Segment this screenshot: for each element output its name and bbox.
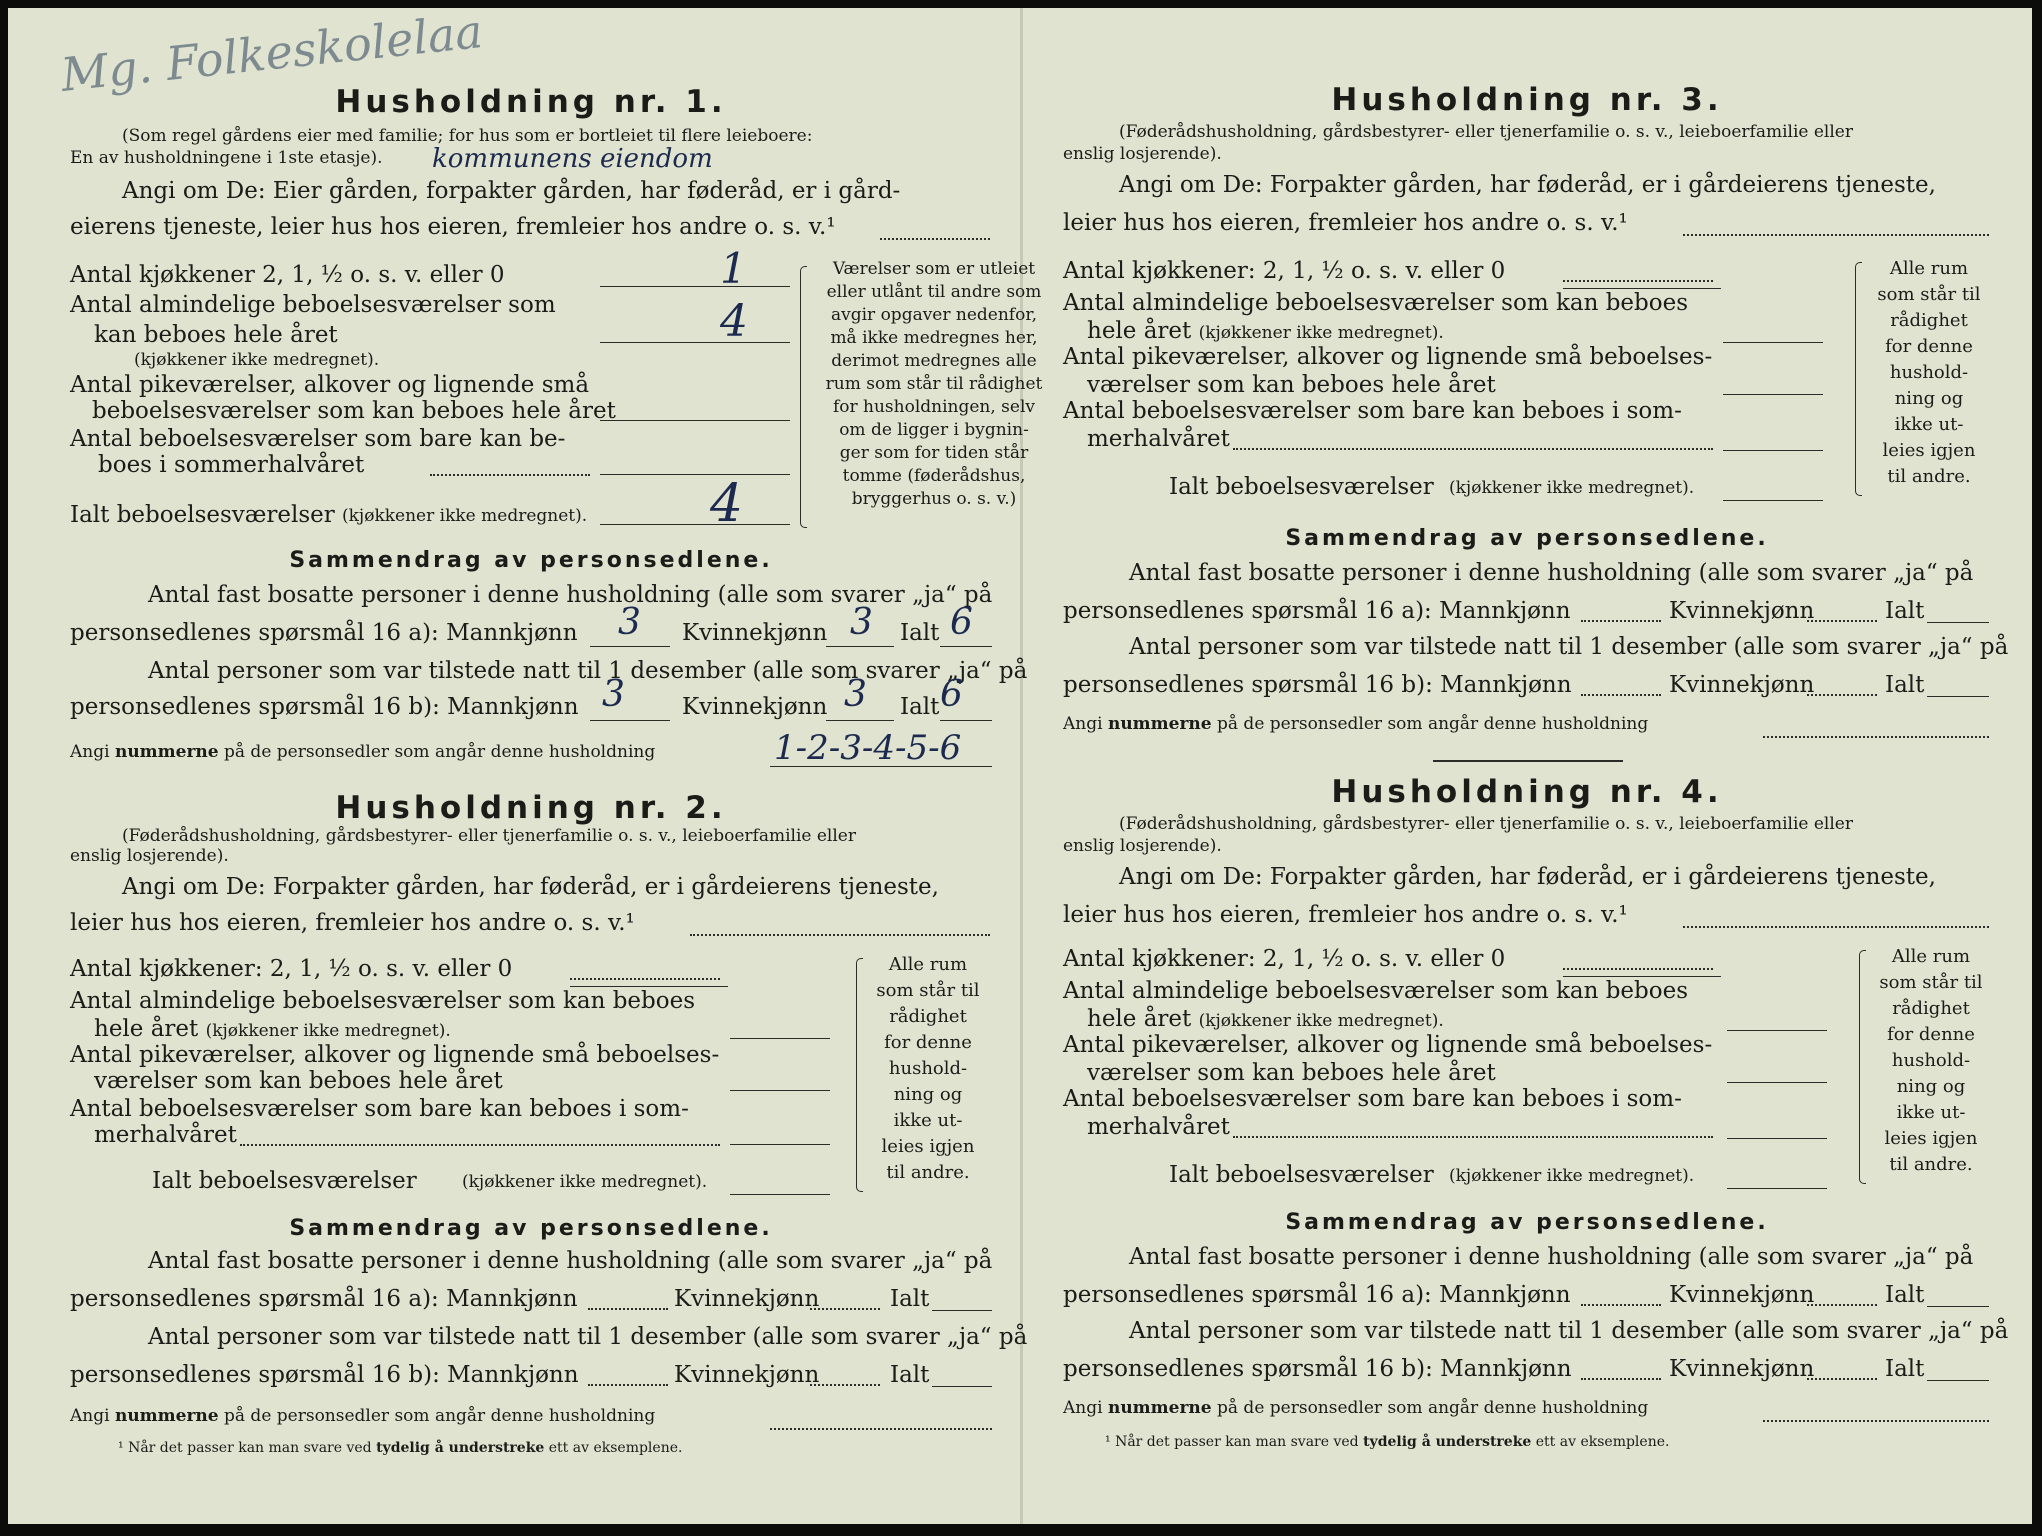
h3-kitchens-dots xyxy=(1563,280,1713,282)
h2-present-male-dots xyxy=(588,1384,668,1386)
h2-summer-l2: merhalvåret xyxy=(94,1122,237,1148)
right-footnote: ¹ Når det passer kan man svare ved tydelig å understreke ett av eksemplene. xyxy=(1105,1434,1670,1450)
h2-side-note: Alle rum som står til rådighet for denne hushold- ning og ikke ut- leies igjen til andre. xyxy=(876,954,980,1183)
h4-present-male-dots xyxy=(1581,1378,1661,1380)
h4-summer-line xyxy=(1727,1138,1827,1139)
h4-present-total-line xyxy=(1927,1380,1989,1381)
h1-resident-total-value: 6 xyxy=(950,602,973,643)
h2-summer-line xyxy=(730,1144,830,1145)
h4-resident-l1: Antal fast bosatte personer i denne husholdning (alle som svarer „ja“ på xyxy=(1129,1244,1974,1270)
h1-ask-line2: eierens tjeneste, leier hus hos eieren, fremleier hos andre o. s. v.¹ xyxy=(70,214,836,240)
h2-ask-line2: leier hus hos eieren, fremleier hos andre o. s. v.¹ xyxy=(70,910,635,936)
h3-resident-l1: Antal fast bosatte personer i denne husholdning (alle som svarer „ja“ på xyxy=(1129,560,1974,586)
h3-present-l2: personsedlenes spørsmål 16 b): Mannkjønn xyxy=(1063,672,1572,698)
h3-summer-l1: Antal beboelsesværelser som bare kan beboes i som- xyxy=(1063,398,1682,424)
h1-total-label: Ialt beboelsesværelser xyxy=(70,502,335,528)
h1-kitchens-label: Antal kjøkkener 2, 1, ½ o. s. v. eller 0 xyxy=(70,262,505,288)
handwritten-ownership: kommunens eiendom xyxy=(432,144,713,174)
h2-kitchens-dots xyxy=(570,978,720,980)
h1-resident-l2: personsedlenes spørsmål 16 a): Mannkjønn xyxy=(70,620,578,646)
h4-note-line2: enslig losjerende). xyxy=(1063,836,1222,856)
h4-summer-l1: Antal beboelsesværelser som bare kan beboes i som- xyxy=(1063,1086,1682,1112)
h2-resident-total-label: Ialt xyxy=(890,1286,930,1312)
h3-side-note: Alle rum som står til rådighet for denne hushold- ning og ikke ut- leies igjen til andre. xyxy=(1877,258,1981,487)
h2-total-label: Ialt beboelsesværelser xyxy=(152,1168,417,1194)
h1-ordinary-value: 4 xyxy=(720,296,748,347)
h4-resident-l2: personsedlenes spørsmål 16 a): Mannkjønn xyxy=(1063,1282,1571,1308)
h4-summer-dots xyxy=(1233,1136,1713,1138)
h3-summary-title: Sammendrag av personsedlene. xyxy=(1285,526,1769,551)
h2-present-l2: personsedlenes spørsmål 16 b): Mannkjønn xyxy=(70,1362,579,1388)
h3-summer-dots xyxy=(1233,448,1713,450)
h3-maids-l1: Antal pikeværelser, alkover og lignende små beboelses- xyxy=(1063,344,1713,370)
h2-ownership-dots xyxy=(690,934,990,936)
h4-numbers-dots xyxy=(1763,1420,1989,1422)
h3-ask-line1: Angi om De: Forpakter gården, har føderåd, er i gårdeierens tjeneste, xyxy=(1119,172,1936,198)
h2-resident-male-dots xyxy=(588,1308,668,1310)
h4-resident-total-line xyxy=(1927,1306,1989,1307)
h1-ordinary-l1: Antal almindelige beboelsesværelser som xyxy=(70,292,556,318)
h1-resident-female-line xyxy=(826,646,894,647)
h3-ask-line2: leier hus hos eieren, fremleier hos andre o. s. v.¹ xyxy=(1063,210,1628,236)
h2-maids-l1: Antal pikeværelser, alkover og lignende små beboelses- xyxy=(70,1042,720,1068)
h3-maids-line xyxy=(1723,394,1823,395)
h4-resident-female-dots xyxy=(1807,1304,1877,1306)
left-footnote: ¹ Når det passer kan man svare ved tydelig å understreke ett av eksemplene. xyxy=(118,1440,683,1456)
h1-present-male-line xyxy=(590,720,670,721)
h2-present-total-label: Ialt xyxy=(890,1362,930,1388)
h2-kitchens-line xyxy=(570,986,728,987)
h3-ordinary-line xyxy=(1723,342,1823,343)
h4-ordinary-l2: hele året (kjøkkener ikke medregnet). xyxy=(1087,1006,1444,1032)
h4-present-female-dots xyxy=(1807,1378,1877,1380)
h3-resident-female-dots xyxy=(1807,620,1877,622)
h2-ordinary-l1: Antal almindelige beboelsesværelser som kan beboes xyxy=(70,988,696,1014)
handwritten-top-note: Mg. Folkeskolelaa xyxy=(58,4,486,102)
h2-summary-title: Sammendrag av personsedlene. xyxy=(289,1216,773,1241)
h2-maids-l2: værelser som kan beboes hele året xyxy=(94,1068,503,1094)
h1-present-total-value: 6 xyxy=(940,674,963,715)
h1-maids-l1: Antal pikeværelser, alkover og lignende små xyxy=(70,372,590,398)
h2-note-line2: enslig losjerende). xyxy=(70,846,229,866)
h4-maids-l1: Antal pikeværelser, alkover og lignende små beboelses- xyxy=(1063,1032,1713,1058)
h1-kitchens-line xyxy=(600,286,790,287)
h1-ask-line1: Angi om De: Eier gården, forpakter gården, har føderåd, er i gård- xyxy=(122,178,901,204)
h4-present-total-label: Ialt xyxy=(1885,1356,1925,1382)
h2-ordinary-l2: hele året (kjøkkener ikke medregnet). xyxy=(94,1016,451,1042)
h3-note-line2: enslig losjerende). xyxy=(1063,144,1222,164)
h2-resident-l2: personsedlenes spørsmål 16 a): Mannkjønn xyxy=(70,1286,578,1312)
h4-kitchens-dots xyxy=(1563,968,1713,970)
household-2-title: Husholdning nr. 2. xyxy=(335,790,727,826)
h4-ordinary-line xyxy=(1727,1030,1827,1031)
h1-side-brace xyxy=(800,266,807,528)
h4-resident-total-label: Ialt xyxy=(1885,1282,1925,1308)
h3-resident-female-label: Kvinnekjønn xyxy=(1669,598,1815,624)
h3-present-l1: Antal personer som var tilstede natt til 1 desember (alle som svarer „ja“ på xyxy=(1129,634,2009,660)
h2-summer-dots xyxy=(240,1144,720,1146)
h1-total-line xyxy=(600,524,790,525)
h1-total-note: (kjøkkener ikke medregnet). xyxy=(342,506,588,526)
h1-present-female-line xyxy=(826,720,894,721)
h4-note-line1: (Føderådshusholdning, gårdsbestyrer- eller tjenerfamilie o. s. v., leieboerfamilie eller xyxy=(1119,814,1853,834)
h1-present-l1: Antal personer som var tilstede natt til 1 desember (alle som svarer „ja“ på xyxy=(148,658,1028,684)
h1-present-total-label: Ialt xyxy=(900,694,940,720)
h3-total-note: (kjøkkener ikke medregnet). xyxy=(1449,478,1695,498)
h1-present-female-label: Kvinnekjønn xyxy=(682,694,828,720)
h1-summer-l2: boes i sommerhalvåret xyxy=(98,452,365,478)
h3-kitchens-label: Antal kjøkkener: 2, 1, ½ o. s. v. eller 0 xyxy=(1063,258,1506,284)
h1-numbers-line: Angi nummerne på de personsedler som angår denne husholdning xyxy=(70,742,656,762)
h1-note-line1: (Som regel gårdens eier med familie; for hus som er bortleiet til flere leieboere: xyxy=(122,126,813,146)
h2-maids-line xyxy=(730,1090,830,1091)
h3-total-line xyxy=(1723,500,1823,501)
h1-resident-total-label: Ialt xyxy=(900,620,940,646)
h1-present-male-value: 3 xyxy=(602,674,625,715)
h3-present-female-label: Kvinnekjønn xyxy=(1669,672,1815,698)
census-form-sheet xyxy=(8,4,2032,1524)
h2-present-l1: Antal personer som var tilstede natt til 1 desember (alle som svarer „ja“ på xyxy=(148,1324,1028,1350)
h4-ownership-dots xyxy=(1683,926,1989,928)
h1-note-line2: En av husholdningene i 1ste etasje). xyxy=(70,148,383,168)
h1-summer-dots xyxy=(430,474,590,476)
h4-kitchens-line xyxy=(1563,976,1721,977)
h4-side-note: Alle rum som står til rådighet for denne hushold- ning og ikke ut- leies igjen til andre. xyxy=(1879,946,1983,1175)
h2-resident-l1: Antal fast bosatte personer i denne husholdning (alle som svarer „ja“ på xyxy=(148,1248,993,1274)
h3-present-female-dots xyxy=(1807,694,1877,696)
left-page xyxy=(58,4,1043,1524)
h1-total-value: 4 xyxy=(710,474,744,534)
h2-numbers-line: Angi nummerne på de personsedler som angår denne husholdning xyxy=(70,1406,656,1426)
h2-present-female-label: Kvinnekjønn xyxy=(674,1362,820,1388)
h2-note-line1: (Føderådshusholdning, gårdsbestyrer- eller tjenerfamilie o. s. v., leieboerfamilie eller xyxy=(122,826,856,846)
h4-summer-l2: merhalvåret xyxy=(1087,1114,1230,1140)
h4-side-brace xyxy=(1859,950,1866,1184)
h1-summer-l1: Antal beboelsesværelser som bare kan be- xyxy=(70,426,566,452)
h1-side-note: Værelser som er utleiet eller utlånt til andre som avgir opgaver nedenfor, må ikke medregnes her, derimot medregnes alle rum som står til rådighet for husholdningen, selv om de ligger i bygnin- ger som for tiden står tomme (føderådshus, bryggerhus o. s. v.) xyxy=(825,259,1043,509)
h3-resident-total-line xyxy=(1927,622,1989,623)
h2-total-note: (kjøkkener ikke medregnet). xyxy=(462,1172,708,1192)
h1-resident-male-value: 3 xyxy=(618,602,641,643)
h3-present-total-line xyxy=(1927,696,1989,697)
section-divider xyxy=(1433,760,1623,762)
h1-maids-l2: beboelsesværelser som kan beboes hele året xyxy=(92,398,616,424)
h3-ownership-dots xyxy=(1683,234,1989,236)
h4-present-female-label: Kvinnekjønn xyxy=(1669,1356,1815,1382)
h2-side-brace xyxy=(856,958,863,1192)
h2-resident-total-line xyxy=(932,1310,992,1311)
household-4-title: Husholdning nr. 4. xyxy=(1331,774,1723,810)
h3-present-total-label: Ialt xyxy=(1885,672,1925,698)
page-fold xyxy=(1020,8,1023,1524)
h4-total-note: (kjøkkener ikke medregnet). xyxy=(1449,1166,1695,1186)
h1-present-female-value: 3 xyxy=(844,674,867,715)
h3-kitchens-line xyxy=(1563,288,1721,289)
h3-present-male-dots xyxy=(1581,694,1661,696)
h1-present-l2: personsedlenes spørsmål 16 b): Mannkjønn xyxy=(70,694,579,720)
h2-numbers-dots xyxy=(770,1428,992,1430)
h2-resident-female-label: Kvinnekjønn xyxy=(674,1286,820,1312)
h1-resident-female-label: Kvinnekjønn xyxy=(682,620,828,646)
h1-ordinary-l2: kan beboes hele året xyxy=(94,322,338,348)
h4-total-label: Ialt beboelsesværelser xyxy=(1169,1162,1434,1188)
h3-resident-total-label: Ialt xyxy=(1885,598,1925,624)
h1-ordinary-line xyxy=(600,342,790,343)
h2-resident-female-dots xyxy=(810,1308,880,1310)
h3-summer-l2: merhalvåret xyxy=(1087,426,1230,452)
h3-maids-l2: værelser som kan beboes hele året xyxy=(1087,372,1496,398)
h4-present-l1: Antal personer som var tilstede natt til 1 desember (alle som svarer „ja“ på xyxy=(1129,1318,2009,1344)
h2-present-female-dots xyxy=(810,1384,880,1386)
h4-present-l2: personsedlenes spørsmål 16 b): Mannkjønn xyxy=(1063,1356,1572,1382)
h3-numbers-line: Angi nummerne på de personsedler som angår denne husholdning xyxy=(1063,714,1649,734)
h1-present-total-line xyxy=(940,720,992,721)
h3-numbers-dots xyxy=(1763,736,1989,738)
h1-summary-title: Sammendrag av personsedlene. xyxy=(289,548,773,573)
h1-slip-numbers: 1-2-3-4-5-6 xyxy=(774,728,962,768)
h3-side-brace xyxy=(1855,262,1862,496)
h2-kitchens-label: Antal kjøkkener: 2, 1, ½ o. s. v. eller 0 xyxy=(70,956,513,982)
h1-resident-l1: Antal fast bosatte personer i denne husholdning (alle som svarer „ja“ på xyxy=(148,582,993,608)
h1-ownership-dots xyxy=(880,238,990,240)
h4-resident-female-label: Kvinnekjønn xyxy=(1669,1282,1815,1308)
h2-ordinary-line xyxy=(730,1038,830,1039)
household-3-title: Husholdning nr. 3. xyxy=(1331,82,1723,118)
h1-summer-line xyxy=(600,474,790,475)
h2-summer-l1: Antal beboelsesværelser som bare kan beboes i som- xyxy=(70,1096,689,1122)
h4-maids-line xyxy=(1727,1082,1827,1083)
h4-ordinary-l1: Antal almindelige beboelsesværelser som kan beboes xyxy=(1063,978,1689,1004)
h2-ask-line1: Angi om De: Forpakter gården, har føderåd, er i gårdeierens tjeneste, xyxy=(122,874,939,900)
h3-note-line1: (Føderådshusholdning, gårdsbestyrer- eller tjenerfamilie o. s. v., leieboerfamilie eller xyxy=(1119,122,1853,142)
h3-total-label: Ialt beboelsesværelser xyxy=(1169,474,1434,500)
h1-ordinary-l3: (kjøkkener ikke medregnet). xyxy=(134,350,380,370)
h1-kitchens-value: 1 xyxy=(720,244,747,293)
h3-summer-line xyxy=(1723,450,1823,451)
h3-ordinary-l2: hele året (kjøkkener ikke medregnet). xyxy=(1087,318,1444,344)
h1-maids-line xyxy=(600,420,790,421)
h4-kitchens-label: Antal kjøkkener: 2, 1, ½ o. s. v. eller 0 xyxy=(1063,946,1506,972)
h2-total-line xyxy=(730,1194,830,1195)
h4-numbers-line: Angi nummerne på de personsedler som angår denne husholdning xyxy=(1063,1398,1649,1418)
right-page xyxy=(1063,8,2009,1524)
h4-ask-line2: leier hus hos eieren, fremleier hos andre o. s. v.¹ xyxy=(1063,902,1628,928)
h4-total-line xyxy=(1727,1188,1827,1189)
h1-resident-male-line xyxy=(590,646,670,647)
h1-resident-total-line xyxy=(940,646,992,647)
h2-present-total-line xyxy=(932,1386,992,1387)
h1-resident-female-value: 3 xyxy=(850,602,873,643)
h4-resident-male-dots xyxy=(1581,1304,1661,1306)
h4-ask-line1: Angi om De: Forpakter gården, har føderåd, er i gårdeierens tjeneste, xyxy=(1119,864,1936,890)
household-1-title: Husholdning nr. 1. xyxy=(335,84,727,120)
h3-resident-male-dots xyxy=(1581,620,1661,622)
h3-resident-l2: personsedlenes spørsmål 16 a): Mannkjønn xyxy=(1063,598,1571,624)
h3-ordinary-l1: Antal almindelige beboelsesværelser som kan beboes xyxy=(1063,290,1689,316)
h4-maids-l2: værelser som kan beboes hele året xyxy=(1087,1060,1496,1086)
h4-summary-title: Sammendrag av personsedlene. xyxy=(1285,1210,1769,1235)
